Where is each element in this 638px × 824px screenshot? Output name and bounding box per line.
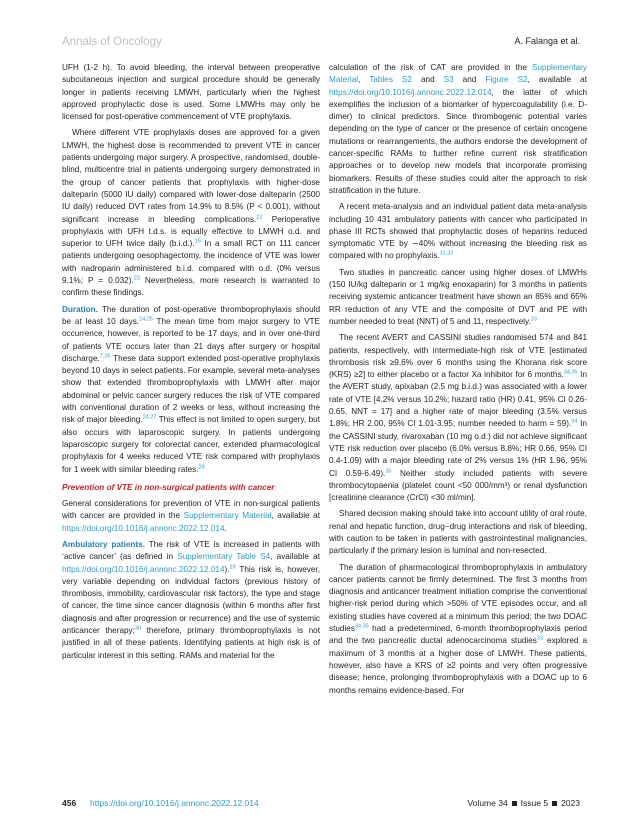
separator-square-icon: [552, 801, 557, 806]
paragraph: Ambulatory patients. The risk of VTE is increased in patients with ‘active cancer’ (as defined in Supplementary Table S4, available at https://doi.org/10.1016/j.annonc.2022.12.014).$^{29}$ This risk is, however, very variable depending on individual factors (previous history of thrombosis, immobility, cardiovascular risk factors), the type and stage of cancer, the time since cancer diagnosis (within 6 months after first diagnosis and after progression or recurrence) and the use of systemic anticancer therapy;$^{30}$ therefore, primary thromboprophylaxis is not justified in all of these patients. Identifying patients at high risk is of particular interest in this setting. RAMs and material for the: [62, 539, 320, 660]
left-column: [62, 62, 320, 666]
citation[interactable]: 34,35: [563, 369, 578, 376]
paragraph: The duration of pharmacological thromboprophylaxis in ambulatory cancer patients cannot be firmly determined. The first 3 months from diagnosis and anticancer treatment initiation comprise the conventional higher-risk period during which >50% of VTE episodes occur, and all existing studies have covered at a minimum this period; the two DOAC studies$^{34,35}$ had a predetermined, 6-month thromboprophylaxis period and the two pancreatic ductal adenocarcinoma studies$^{33}$ explored a maximum of 3 months at a higher dose of LMWH. These patients, however, also have a KRS of ≥2 points and very often progressive disease; hence, prolonging thromboprophylaxis with a DOAC up to 6 months remains evidence-based. For: [329, 562, 587, 695]
table-link[interactable]: Tables S2: [369, 75, 412, 85]
volume-info: Volume 34 Issue 5 2023: [467, 798, 580, 808]
run-in-heading: Ambulatory patients.: [62, 539, 145, 549]
citation[interactable]: 22: [256, 213, 263, 220]
citation[interactable]: 31,32: [439, 250, 454, 257]
citation[interactable]: 24,25: [139, 316, 153, 323]
citation[interactable]: 7,26: [99, 353, 111, 360]
paragraph: UFH (1-2 h). To avoid bleeding, the interval between preoperative subcutaneous injection and surgical procedure should be generally longer in patients receiving LMWH, particularly when the highest approved prophylactic dose is used. Some LMWHs may only be licensed for post-operative commencement of VTE prophylaxis.: [62, 63, 320, 122]
paragraph: calculation of the risk of CAT are provided in the Supplementary Material, Tables S2 and S3 and Figure S2, available at https://doi.org/10.1016/j.annonc.2022.12.014, the latter of which exemplifies the inclusion of a biomarker of hypercoagulability (i.e. D-dimer) to clinical predictors. Since thrombogenic potential varies depending on the type of cancer or the presence of certain oncogene mutations or rearrangements, the authors endorse the development of cancer-specific RAMs to further refine current risk stratification approaches or to develop new models that incorporate promising biomarkers. Results of these studies could alter the approach to risk stratification in the future.: [329, 63, 587, 195]
citation[interactable]: 24,27: [142, 414, 157, 421]
paragraph: Two studies in pancreatic cancer using higher doses of LMWHs (150 IU/kg dalteparin or 1 mg/kg enoxaparin) for 3 months in patients receiving systemic anticancer treatment have shown an 85% and 65% RR reduction of any VTE and the composite of DVT and PE with number needed to treat (NNT) of 5 and 11, respectively.$^{33}$: [329, 267, 587, 326]
supplementary-link[interactable]: Supplementary Material: [183, 511, 272, 521]
supplementary-link[interactable]: Supplementary Material: [329, 63, 587, 85]
citation[interactable]: 33: [530, 316, 537, 323]
page-number: 456: [62, 798, 77, 808]
paragraph: Shared decision making should take into account utility of oral route, renal and hepatic function, drug−drug interactions and risk of bleeding, with caution to be taken in patients with gastrointestinal malignancies, particularly if the primary lesion is luminal and non-resected.: [329, 509, 587, 556]
doi-link[interactable]: https://doi.org/10.1016/j.annonc.2022.12.014: [62, 523, 225, 533]
citation[interactable]: 16: [194, 238, 201, 245]
figure-link[interactable]: Figure S2: [485, 75, 528, 85]
supplementary-link[interactable]: Supplementary Table S4: [177, 552, 271, 562]
citation[interactable]: 34,35: [354, 623, 369, 630]
run-in-heading: Duration.: [62, 304, 98, 314]
running-author: A. Falanga et al.: [514, 36, 580, 46]
citation[interactable]: 28: [198, 463, 205, 470]
paragraph: Duration. The duration of post-operative thromboprophylaxis should be at least 10 days.$^{24,25}$ The mean time from major surgery to VTE occurrence, however, is reported to be 17 days, and in over one-third of patients VTE occurs later than 21 days after surgery or hospital discharge.$^{7,26}$ These data support extended post-operative prophylaxis beyond 10 days in select patients. For example, several meta-analyses show that extended thromboprophylaxis with LMWH after major abdominal or pelvic cancer surgery reduces the risk of VTE compared with conventional duration of 2 weeks or less, without increasing the risk of major bleeding.$^{24,27}$ This effect is not limited to open surgery, but also occurs with laparoscopic surgery. In patients undergoing laparoscopic surgery for colorectal cancer, extended pharmacological prophylaxis for 4 weeks reduced VTE risk compared with prophylaxis for 1 week with similar bleeding rates.$^{28}$: [62, 304, 320, 474]
citation[interactable]: 33: [536, 635, 544, 642]
paragraph: General considerations for prevention of VTE in non-surgical patients with cancer are provided in the Supplementary Material, available at https://doi.org/10.1016/j.annonc.2022.12.014.: [62, 499, 320, 533]
page-footer: [62, 798, 580, 810]
citation[interactable]: 35: [385, 467, 392, 474]
section-heading: Prevention of VTE in non-surgical patients with cancer: [62, 482, 275, 492]
table-link[interactable]: S3: [443, 75, 454, 85]
citation[interactable]: 30: [134, 625, 142, 632]
paragraph: The recent AVERT and CASSINI studies randomised 574 and 841 patients, respectively, with intermediate-high risk of VTE [estimated thrombosis risk ≥9.6% over 6 months using the Khorana risk score (KRS) ≥2] to either placebo or a factor Xa inhibitor for 6 months.$^{34,35}$ In the AVERT study, apixaban (2.5 mg b.i.d.) was associated with a lower rate of VTE [4.2% versus 10.2%; hazard ratio (HR) 0.41, 95% CI 0.26-0.65, NNT = 17] and a higher rate of major bleeding (3.5% versus 1.8%; HR 2.00, 95% CI 1.01-3.95; number needed to harm = 59).$^{34}$ In the CASSINI study, rivaroxaban (10 mg o.d.) did not achieve significant VTE risk reduction over placebo (6.0% versus 8.8%; HR 0.66, 95% CI 0.4-1.09) with a major bleeding rate of 2% versus 1% (HR 1.96, 95% CI 0.59-6.49).$^{35}$ Neither study included patients with severe thrombocytopaenia (platelet count <50 000/mm³) or renal dysfunction [creatinine clearance (CrCl) <30 ml/min].: [329, 333, 588, 503]
citation[interactable]: 34: [571, 418, 578, 425]
paragraph: Where different VTE prophylaxis doses are approved for a given LMWH, the highest dose is recommended to prevent VTE in cancer patients undergoing major surgery. A prospective, randomised, double-blind, multicentre trial in patients undergoing surgery demonstrated in the group of cancer patients that prophylaxis with higher-dose dalteparin (5000 IU daily) compared with lower-dose dalteparin (2500 IU daily) reduced DVT rates from 14.9% to 8.5% (P < 0.001), without significant increase in bleeding complications.$^{22}$ Perioperative prophylaxis with UFH t.d.s. is equally effective to LMWH o.d. and superior to UFH twice daily (b.i.d.).$^{16}$ In a small RCT on 111 cancer patients undergoing oesophagectomy, the incidence of VTE was lower with nadroparin administered b.i.d. compared with o.d. (0% versus 9.1%; P = 0.032).$^{23}$ Nevertheless, more research is warranted to confirm these findings.: [62, 128, 320, 298]
separator-square-icon: [512, 801, 517, 806]
journal-title: Annals of Oncology: [62, 36, 162, 48]
doi-link[interactable]: https://doi.org/10.1016/j.annonc.2022.12.014: [62, 564, 225, 574]
right-column: [329, 62, 587, 701]
citation[interactable]: 29: [229, 563, 236, 570]
paragraph: A recent meta-analysis and an individual patient data meta-analysis including 10 431 ambulatory patients with cancer who participated in phase III RCTs showed that prophylactic doses of heparins reduced symptomatic VTE by ∼40% without increasing the bleeding risk as compared with no prophylaxis.$^{31,32}$: [329, 202, 587, 261]
doi-link[interactable]: https://doi.org/10.1016/j.annonc.2022.12.014: [329, 87, 492, 97]
citation[interactable]: 23: [133, 275, 140, 282]
footer-doi-link[interactable]: https://doi.org/10.1016/j.annonc.2022.12.014: [90, 798, 259, 808]
